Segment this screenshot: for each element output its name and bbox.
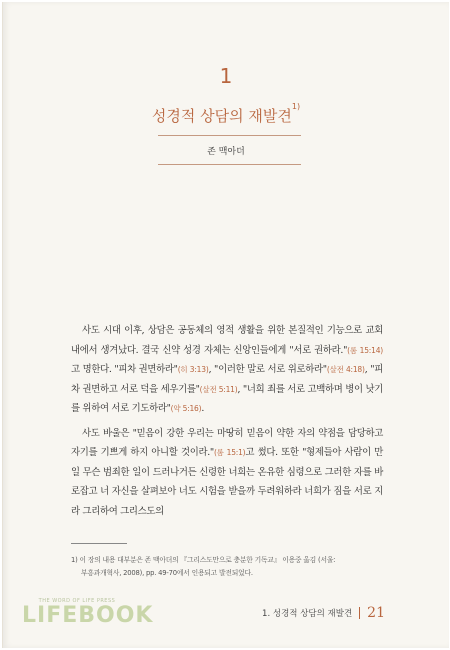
paragraph — [71, 321, 383, 419]
footer-separator — [359, 607, 360, 619]
footnote — [71, 554, 383, 580]
chapter-number: 1 — [219, 64, 233, 88]
footnote-line: 부흥과개혁사, 2008), pp. 49-70에서 인용되고 발전되었다. — [81, 569, 253, 577]
footnote-line: 1) 이 장의 내용 대부분은 존 맥아더의 『그리스도만으로 충분한 기독교』 이용중 옮김 (서울: — [71, 556, 336, 564]
scripture-reference: (살전 5:11) — [199, 384, 238, 394]
scripture-reference: (히 3:13) — [177, 365, 209, 374]
scripture-reference: (살전 4:18) — [326, 365, 365, 374]
scripture-reference: (롬 15:14) — [347, 345, 383, 355]
text-run: , "너희 죄를 서로 고백하며 병이 낫기를 위하여 서로 기도하라" — [71, 383, 383, 414]
running-footer — [262, 605, 385, 621]
page-number: 21 — [367, 605, 385, 621]
title-divider-bottom — [158, 164, 301, 165]
author-name: 존 맥아더 — [207, 147, 245, 157]
scripture-reference: (약 5:16) — [170, 404, 202, 413]
logo-wordmark: LIFEBOOK — [22, 603, 154, 628]
footnote-divider — [71, 543, 127, 544]
chapter-title — [3, 102, 449, 126]
running-title: 1. 성경적 상담의 재발견 — [262, 609, 353, 619]
text-run: 사도 바울은 "믿음이 강한 우리는 마땅히 믿음이 약한 자의 약점을 담당하고 자기를 기쁘게 하지 아니할 것이라." — [71, 427, 383, 458]
text-run: . — [201, 403, 205, 414]
body-text — [71, 321, 383, 526]
text-run: , "피차 권면하고 서로 덕을 세우기를" — [71, 364, 383, 395]
text-run: 사도 시대 이후, 상담은 공동체의 영적 생활을 위한 본질적인 기능으로 교회 내에서 생겨났다. 결국 신약 성경 자체는 신앙인들에게 "서로 권하라." — [71, 325, 383, 356]
title-divider-top — [158, 135, 301, 136]
logo-tagline: THE WORD OF LIFE PRESS — [38, 598, 116, 604]
paragraph — [71, 424, 383, 522]
footnote-mark: 1) — [291, 102, 301, 111]
text-run: , "이러한 말로 서로 위로하라" — [208, 364, 327, 375]
scripture-reference: (롬 15:1) — [213, 448, 246, 457]
text-run: 고 썼다. 또한 "형제들아 사람이 만일 무슨 범죄한 일이 드러나거든 신령한 너희는 온유한 심령으로 그러한 자를 바로잡고 너 자신을 살펴보아 너도 시험을 받을까 두려워하라 너희가 짐을 서로 지라 그리하여 그리스도의 — [71, 447, 383, 517]
book-page — [2, 2, 449, 648]
text-run: 고 명한다. "피차 권면하라" — [71, 364, 178, 375]
publisher-logo — [22, 598, 154, 628]
chapter-title-text: 성경적 상담의 재발견 — [151, 107, 292, 125]
